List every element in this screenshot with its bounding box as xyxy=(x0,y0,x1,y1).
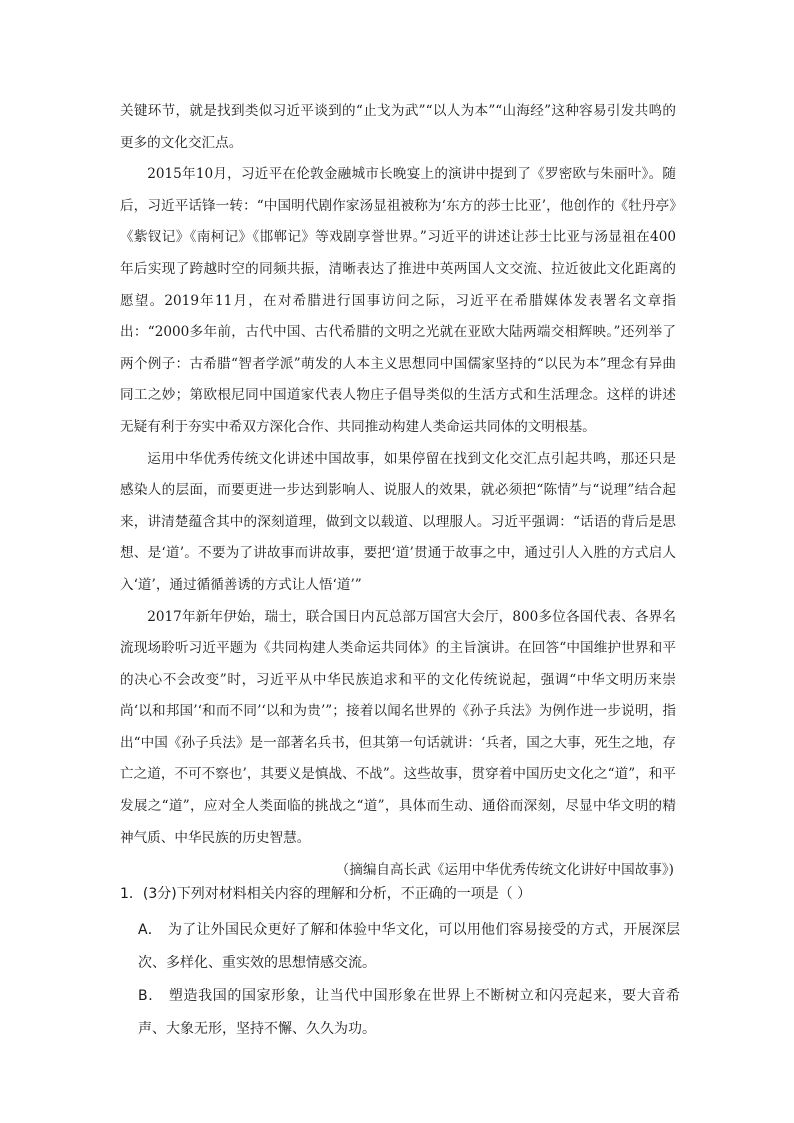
passage-paragraph: 2017年新年伊始，瑞士，联合国日内瓦总部万国宫大会厅，800多位各国代表、各界名流现场聆听习近平题为《共同构建人类命运共同体》的主旨演讲。在回答“中国维护世界和平的决心不会改变”时，习近平从中华民族追求和平的文化传统说起，强调“中华文明历来崇尚‘以和邦国’‘和而不同’‘以和为贵’”；接着以闻名世界的《孙子兵法》为例作进一步说明，指出“中国《孙子兵法》是一部著名兵书，但其第一句话就讲：‘兵者，国之大事，死生之地，存亡之道，不可不察也’，其要义是慎战、不战”。这些故事，贯穿着中国历史文化之“道”，和平发展之“道”，应对全人类面临的挑战之“道”，具体而生动、通俗而深刻，尽显中华文明的精神气质、中华民族的历史智慧。 xyxy=(120,608,676,846)
option-label: A． xyxy=(138,922,163,938)
passage-paragraph: 关键环节，就是找到类似习近平谈到的“止戈为武”“以人为本”“山海经”这种容易引发共鸣的更多的文化交汇点。 xyxy=(120,103,676,151)
question-1 xyxy=(120,878,680,1046)
passage-paragraph: 2015年10月，习近平在伦敦金融城市长晚宴上的演讲中提到了《罗密欧与朱丽叶》。随后，习近平话锋一转：“中国明代剧作家汤显祖被称为‘东方的莎士比亚’，他创作的《牡丹亭》《紫钗记》《南柯记》《邯郸记》等戏剧享誉世界。”习近平的讲述让莎士比亚与汤显祖在400年后实现了跨越时空的同频共振，清晰表达了推进中英两国人文交流、拉近彼此文化距离的愿望。2019年11月，在对希腊进行国事访问之际，习近平在希腊媒体发表署名文章指出：“2000多年前，古代中国、古代希腊的文明之光就在亚欧大陆两端交相辉映。”还列举了两个例子：古希腊“智者学派”萌发的人本主义思想同中国儒家坚持的“以民为本”理念有异曲同工之妙；第欧根尼同中国道家代表人物庄子倡导类似的生活方式和生活理念。这样的讲述无疑有利于夯实中希双方深化合作、共同推动构建人类命运共同体的文明根基。 xyxy=(120,166,676,435)
option-text: 为了让外国民众更好了解和体验中华文化，可以用他们容易接受的方式，开展深层次、多样化、重实效的思想情感交流。 xyxy=(138,922,681,971)
option-a[interactable] xyxy=(120,914,680,980)
source-citation: （摘编自高长武《运用中华优秀传统文化讲好中国故事》) xyxy=(335,862,674,879)
question-stem: 1．(3分)下列对材料相关内容的理解和分析，不正确的一项是（ ） xyxy=(120,886,532,902)
option-text: 塑造我国的国家形象，让当代中国形象在世界上不断树立和闪亮起来，要大音希声、大象无形，坚持不懈、久久为功。 xyxy=(138,988,681,1037)
option-b[interactable] xyxy=(120,980,680,1046)
option-label: B． xyxy=(138,988,163,1004)
passage-paragraph: 运用中华优秀传统文化讲述中国故事，如果停留在找到文化交汇点引起共鸣，那还只是感染人的层面，而要更进一步达到影响人、说服人的效果，就必须把“陈情”与“说理”结合起来，讲清楚蕴含其中的深刻道理，做到文以载道、以理服人。习近平强调：“话语的背后是思想、是‘道’。不要为了讲故事而讲故事，要把‘道’贯通于故事之中，通过引人入胜的方式启人入‘道’，通过循循善诱的方式让人悟‘道’” xyxy=(120,450,676,593)
passage xyxy=(120,96,676,886)
